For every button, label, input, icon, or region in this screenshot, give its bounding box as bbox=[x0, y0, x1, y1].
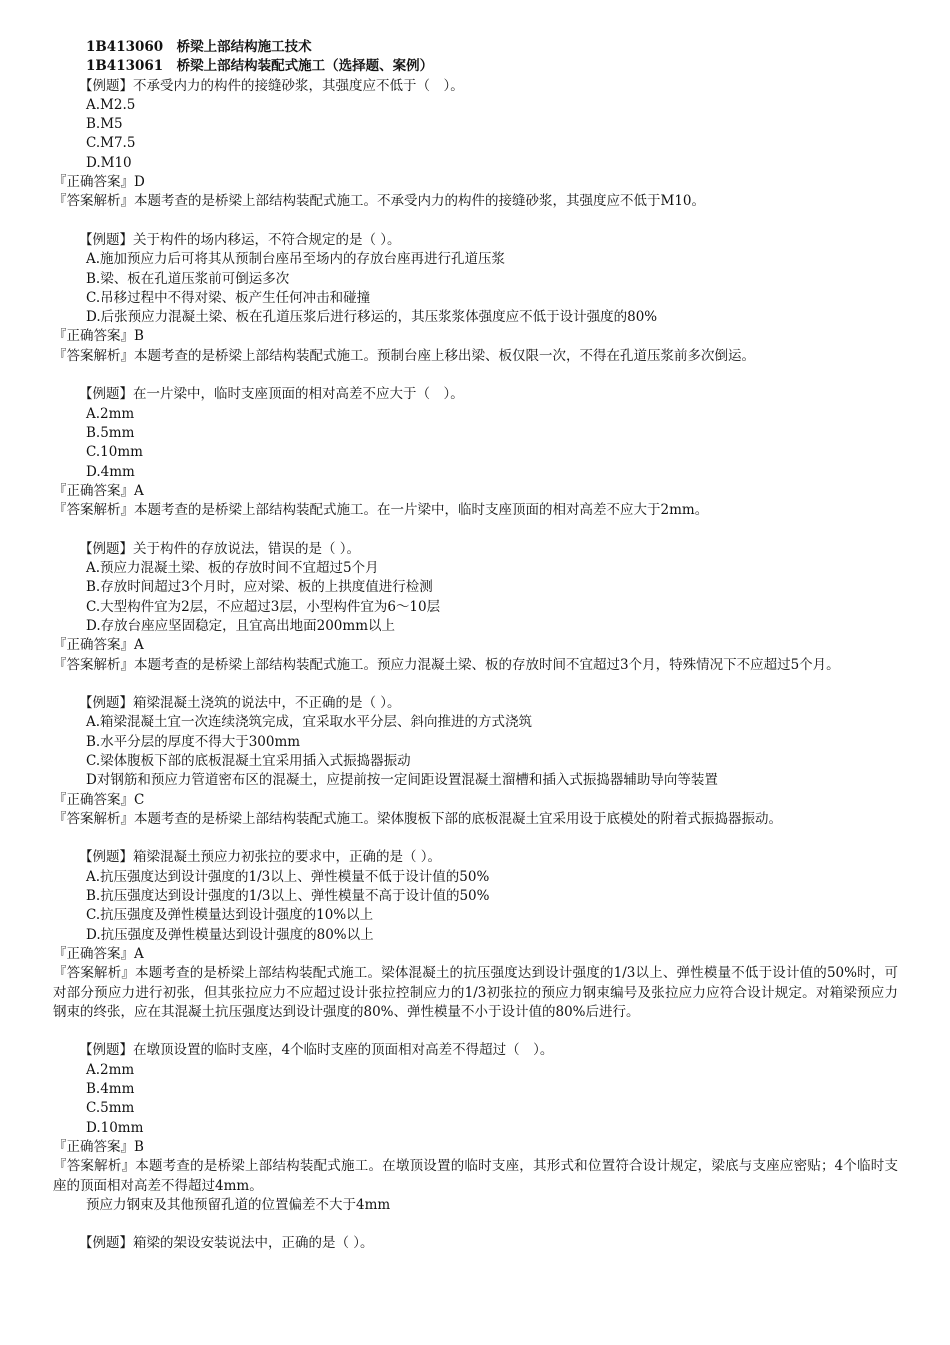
option-d: D.M10 bbox=[86, 154, 132, 171]
option-d: D.10mm bbox=[86, 1119, 144, 1136]
option-b: B.存放时间超过3个月时，应对梁、板的上拱度值进行检测 bbox=[86, 579, 433, 596]
answer-explanation: 『答案解析』本题考查的是桥梁上部结构装配式施工。在墩顶设置的临时支座，其形式和位置符合设计规定，梁底与支座应密贴；4个临时支座的顶面相对高差不得超过4mm。 bbox=[53, 1158, 898, 1194]
option-d: D.抗压强度及弹性模量达到设计强度的80%以上 bbox=[86, 926, 374, 943]
option-c: C.吊移过程中不得对梁、板产生任何冲击和碰撞 bbox=[86, 289, 371, 306]
correct-answer: 『正确答案』A bbox=[53, 482, 144, 499]
subsection-heading: 1B413061 桥梁上部结构装配式施工（选择题、案例） bbox=[86, 58, 434, 75]
question-stem: 【例题】箱梁混凝土浇筑的说法中，不正确的是（ ）。 bbox=[79, 695, 401, 712]
correct-answer: 『正确答案』A bbox=[53, 637, 144, 654]
answer-explanation: 『答案解析』本题考查的是桥梁上部结构装配式施工。梁体混凝土的抗压强度达到设计强度的1/3以上、弹性模量不低于设计值的50%时，可对部分预应力进行初张，但其张拉应力不应超过设计张拉控制应力的1/3初张拉的预应力钢束编号及张拉应力应符合设计规定。对箱梁预应力钢束的终张，应在其混凝土抗压强度达到设计强度的80%、弹性模量不小于设计值的80%后进行。 bbox=[53, 965, 898, 1020]
option-b: B.M5 bbox=[86, 116, 123, 133]
question-stem: 【例题】关于构件的场内移运，不符合规定的是（ ）。 bbox=[79, 231, 401, 248]
question-stem: 【例题】在一片梁中，临时支座顶面的相对高差不应大于（ ）。 bbox=[79, 386, 464, 403]
option-b: B.抗压强度达到设计强度的1/3以上、弹性模量不高于设计值的50% bbox=[86, 888, 490, 905]
answer-explanation: 『答案解析』本题考查的是桥梁上部结构装配式施工。不承受内力的构件的接缝砂浆，其强度应不低于M10。 bbox=[53, 193, 705, 210]
correct-answer: 『正确答案』B bbox=[53, 328, 144, 345]
answer-explanation: 『答案解析』本题考查的是桥梁上部结构装配式施工。预应力混凝土梁、板的存放时间不宜超过3个月，特殊情况下不应超过5个月。 bbox=[53, 656, 840, 673]
correct-answer: 『正确答案』C bbox=[53, 791, 145, 808]
option-a: A.M2.5 bbox=[86, 96, 136, 113]
option-a: A.抗压强度达到设计强度的1/3以上、弹性模量不低于设计值的50% bbox=[86, 868, 490, 885]
option-c: C.5mm bbox=[86, 1100, 135, 1117]
correct-answer: 『正确答案』B bbox=[53, 1138, 144, 1155]
option-b: B.5mm bbox=[86, 424, 135, 441]
option-a: A.2mm bbox=[86, 405, 135, 422]
option-d: D.存放台座应坚固稳定，且宜高出地面200mm以上 bbox=[86, 617, 396, 634]
option-c: C.10mm bbox=[86, 444, 143, 461]
answer-explanation: 『答案解析』本题考查的是桥梁上部结构装配式施工。预制台座上移出梁、板仅限一次，不得在孔道压浆前多次倒运。 bbox=[53, 347, 755, 364]
option-a: A.预应力混凝土梁、板的存放时间不宜超过5个月 bbox=[86, 560, 379, 577]
option-b: B.水平分层的厚度不得大于300mm bbox=[86, 733, 301, 750]
question-stem: 【例题】箱梁的架设安装说法中，正确的是（ ）。 bbox=[79, 1235, 374, 1252]
option-c: C.梁体腹板下部的底板混凝土宜采用插入式振捣器振动 bbox=[86, 752, 411, 769]
question-stem: 【例题】箱梁混凝土预应力初张拉的要求中，正确的是（ ）。 bbox=[79, 849, 442, 866]
option-d: D.后张预应力混凝土梁、板在孔道压浆后进行移运的，其压浆浆体强度应不低于设计强度的80% bbox=[86, 309, 658, 326]
option-d: D.4mm bbox=[86, 463, 135, 480]
spacer bbox=[0, 1022, 950, 1041]
answer-explanation: 『答案解析』本题考查的是桥梁上部结构装配式施工。梁体腹板下部的底板混凝土宜采用设于底模处的附着式振捣器振动。 bbox=[53, 810, 782, 827]
option-b: B.4mm bbox=[86, 1081, 135, 1098]
spacer bbox=[0, 520, 950, 539]
correct-answer: 『正确答案』D bbox=[53, 174, 145, 191]
option-d: D对钢筋和预应力管道密布区的混凝土，应提前按一定间距设置混凝土溜槽和插入式振捣器辅助导向等装置 bbox=[86, 772, 718, 789]
question-stem: 【例题】在墩顶设置的临时支座，4个临时支座的顶面相对高差不得超过（ ）。 bbox=[79, 1042, 554, 1059]
explanation-note: 预应力钢束及其他预留孔道的位置偏差不大于4mm bbox=[86, 1196, 391, 1213]
option-c: C.大型构件宜为2层，不应超过3层，小型构件宜为6～10层 bbox=[86, 598, 441, 615]
option-a: A.箱梁混凝土宜一次连续浇筑完成，宜采取水平分层、斜向推进的方式浇筑 bbox=[86, 714, 533, 731]
spacer bbox=[0, 1215, 950, 1234]
option-c: C.M7.5 bbox=[86, 135, 136, 152]
question-stem: 【例题】不承受内力的构件的接缝砂浆，其强度应不低于（ ）。 bbox=[79, 77, 464, 94]
option-a: A.2mm bbox=[86, 1061, 135, 1078]
option-b: B.梁、板在孔道压浆前可倒运多次 bbox=[86, 270, 290, 287]
option-a: A.施加预应力后可将其从预制台座吊至场内的存放台座再进行孔道压浆 bbox=[86, 251, 506, 268]
correct-answer: 『正确答案』A bbox=[53, 945, 144, 962]
option-c: C.抗压强度及弹性模量达到设计强度的10%以上 bbox=[86, 907, 374, 924]
spacer bbox=[0, 829, 950, 848]
section-heading: 1B413060 桥梁上部结构施工技术 bbox=[86, 39, 312, 55]
question-stem: 【例题】关于构件的存放说法，错误的是（ ）。 bbox=[79, 540, 361, 557]
spacer bbox=[0, 675, 950, 694]
spacer bbox=[0, 212, 950, 231]
document-page bbox=[0, 38, 950, 1254]
spacer bbox=[0, 366, 950, 385]
answer-explanation: 『答案解析』本题考查的是桥梁上部结构装配式施工。在一片梁中，临时支座顶面的相对高差不应大于2mm。 bbox=[53, 502, 709, 519]
